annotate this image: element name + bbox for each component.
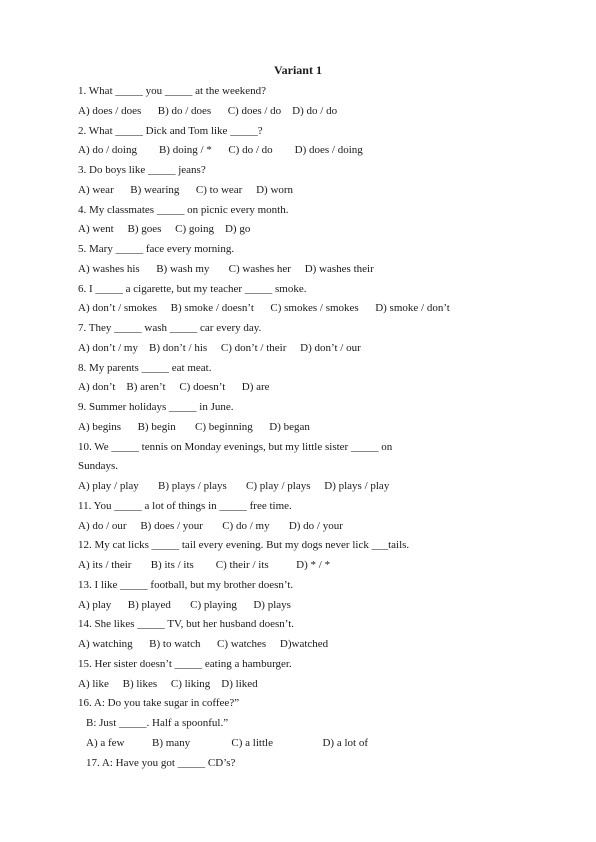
answer-options: A) don’t / my B) don’t / his C) don’t / their D) don’t / our	[78, 341, 361, 354]
answer-options: A) play B) played C) playing D) plays	[78, 598, 291, 611]
answer-options: A) do / our B) does / your C) do / my D) do / your	[78, 519, 343, 532]
page-title: Variant 1	[274, 63, 322, 77]
question-text: 17. A: Have you got _____ CD’s?	[86, 756, 236, 769]
question-text: 9. Summer holidays _____ in June.	[78, 401, 234, 413]
question-text: Sundays.	[78, 460, 119, 473]
question-text: 13. I like _____ football, but my brother doesn’t.	[78, 578, 294, 591]
question-text: 10. We _____ tennis on Monday evenings, but my little sister _____ on	[78, 440, 393, 453]
answer-options: A) don’t B) aren’t C) doesn’t D) are	[78, 381, 270, 394]
question-text: 8. My parents _____ eat meat.	[78, 361, 212, 374]
question-text: 2. What _____ Dick and Tom like _____?	[78, 124, 263, 137]
question-text: 16. A: Do you take sugar in coffee?”	[78, 697, 240, 710]
answer-options: A) do / doing B) doing / * C) do / do D) does / doing	[78, 144, 363, 157]
answer-options: A) play / play B) plays / plays C) play / plays D) plays / play	[78, 480, 390, 492]
question-text: 6. I _____ a cigarette, but my teacher _____ smoke.	[78, 282, 307, 295]
question-text: 11. You _____ a lot of things in _____ free time.	[78, 499, 292, 512]
answer-options: A) like B) likes C) liking D) liked	[78, 677, 258, 690]
answer-options: A) washes his B) wash my C) washes her D) washes their	[78, 262, 374, 275]
answer-options: A) watching B) to watch C) watches D)watched	[78, 638, 329, 650]
answer-options: A) went B) goes C) going D) go	[78, 223, 251, 236]
question-text: B: Just _____. Half a spoonful.”	[86, 717, 229, 729]
answer-options: A) its / their B) its / its C) their / its D) * / *	[78, 559, 331, 571]
question-text: 12. My cat licks _____ tail every evening. But my dogs never lick ___tails.	[78, 539, 410, 552]
answer-options: A) don’t / smokes B) smoke / doesn’t C) smokes / smokes D) smoke / don’t	[78, 302, 450, 315]
question-text: 5. Mary _____ face every morning.	[78, 243, 235, 255]
question-text: 7. They _____ wash _____ car every day.	[78, 322, 262, 334]
question-text: 1. What _____ you _____ at the weekend?	[78, 85, 266, 97]
answer-options: A) wear B) wearing C) to wear D) worn	[78, 183, 294, 196]
question-list	[78, 82, 548, 773]
question-text: 14. She likes _____ TV, but her husband doesn’t.	[78, 618, 295, 631]
answer-options: A) begins B) begin C) beginning D) began	[78, 420, 310, 433]
answer-options: A) a few B) many C) a little D) a lot of	[86, 736, 368, 749]
question-text: 4. My classmates _____ on picnic every month.	[78, 203, 289, 216]
question-text: 15. Her sister doesn’t _____ eating a hamburger.	[78, 657, 292, 670]
question-text: 3. Do boys like _____ jeans?	[78, 164, 206, 176]
answer-options: A) does / does B) do / does C) does / do D) do / do	[78, 104, 338, 117]
